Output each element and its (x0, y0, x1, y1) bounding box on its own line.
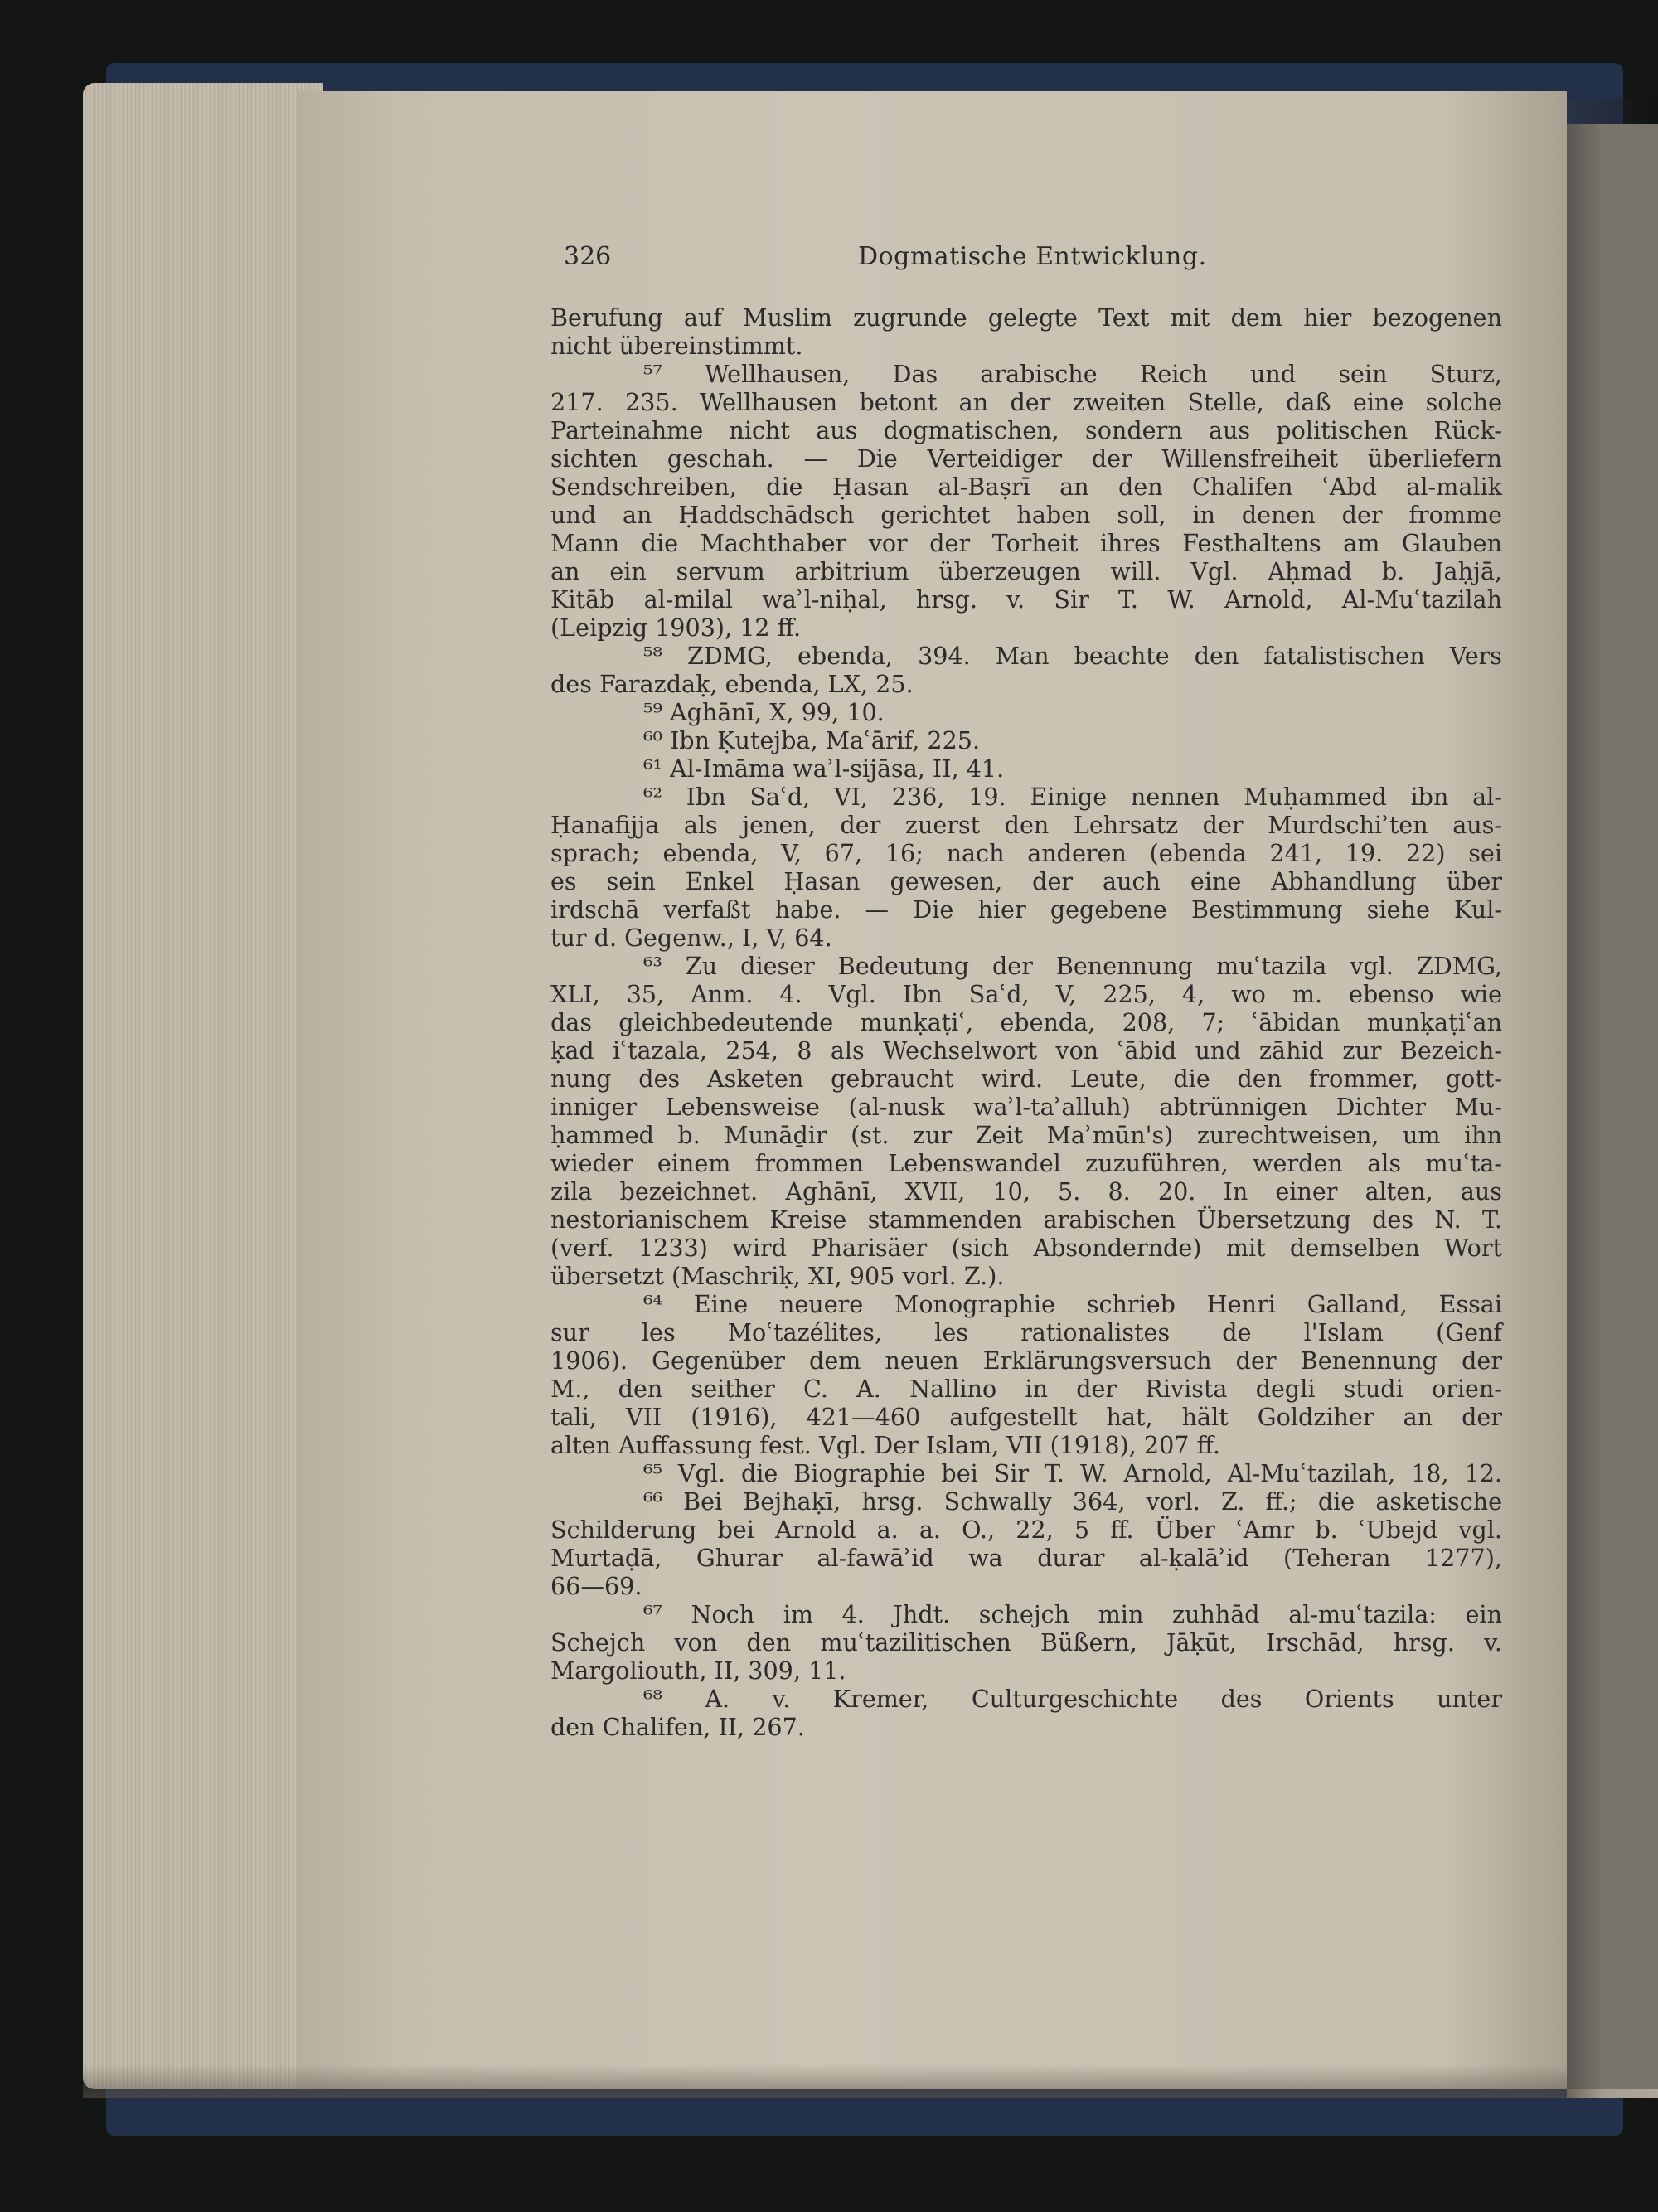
text-line: tali, VII (1916), 421—460 aufgestellt hat, hält Goldziher an der (550, 1403, 1502, 1431)
text-line: ḳad iʿtazala, 254, 8 als Wechselwort von ʿābid und zāhid zur Bezeich- (550, 1036, 1502, 1065)
page-header (564, 242, 1500, 275)
page-number: 326 (564, 242, 612, 271)
text-line: (Leipzig 1903), 12 ff. (550, 614, 802, 642)
text-line: zila bezeichnet. Aghānī, XVII, 10, 5. 8. 20. In einer alten, aus (550, 1177, 1502, 1205)
text-line: nicht übereinstimmt. (550, 332, 803, 360)
text-line: ⁶⁷ Noch im 4. Jhdt. schejch min zuhhād al-muʿtazila: ein (643, 1600, 1502, 1628)
text-line: ⁶¹ Al-Imāma waʾl-sijāsa, II, 41. (643, 754, 1005, 783)
spine-shadow (1559, 99, 1658, 2089)
text-line: den Chalifen, II, 267. (550, 1713, 805, 1741)
text-line: ⁶² Ibn Saʿd, VI, 236, 19. Einige nennen Muḥammed ibn al- (643, 783, 1502, 811)
text-line: irdschā verfaßt habe. — Die hier gegebene Bestimmung siehe Kul- (550, 895, 1502, 924)
text-line: ⁶⁸ A. v. Kremer, Culturgeschichte des Orients unter (643, 1685, 1502, 1713)
text-line: ⁵⁹ Aghānī, X, 99, 10. (643, 698, 885, 726)
text-line: ⁵⁸ ZDMG, ebenda, 394. Man beachte den fatalistischen Vers (643, 642, 1502, 670)
text-line: XLI, 35, Anm. 4. Vgl. Ibn Saʿd, V, 225, 4, wo m. ebenso wie (550, 980, 1502, 1008)
page-stack-edges (83, 83, 323, 2089)
text-line: 1906). Gegenüber dem neuen Erklärungsversuch der Benennung der (550, 1346, 1502, 1375)
text-line: Schejch von den muʿtazilitischen Büßern, Jāḳūt, Irschād, hrsg. v. (550, 1628, 1502, 1657)
text-line: sur les Moʿtazélites, les rationalistes de l'Islam (Genf (550, 1318, 1502, 1346)
text-line: nestorianischem Kreise stammenden arabischen Übersetzung des N. T. (550, 1205, 1502, 1234)
text-line: sichten geschah. — Die Verteidiger der Willensfreiheit überliefern (550, 444, 1502, 473)
text-line: ḥammed b. Munāḏir (st. zur Zeit Maʾmūn's) zurechtweisen, um ihn (550, 1121, 1502, 1149)
text-line: nung des Asketen gebraucht wird. Leute, die den frommer, gott- (550, 1065, 1502, 1093)
text-line: wieder einem frommen Lebenswandel zuzuführen, werden als muʿta- (550, 1149, 1502, 1177)
text-line: ⁶⁶ Bei Bejhaḳī, hrsg. Schwally 364, vorl. Z. ff.; die asketische (643, 1487, 1502, 1516)
running-title: Dogmatische Entwicklung. (858, 242, 1207, 271)
text-line: 217. 235. Wellhausen betont an der zweiten Stelle, daß eine solche (550, 388, 1502, 416)
text-line: M., den seither C. A. Nallino in der Rivista degli studi orien- (550, 1375, 1502, 1403)
text-line: ⁵⁷ Wellhausen, Das arabische Reich und sein Sturz, (643, 360, 1502, 388)
text-line: es sein Enkel Ḥasan gewesen, der auch eine Abhandlung über (550, 867, 1502, 895)
text-line: das gleichbedeutende munḳaṭiʿ, ebenda, 208, 7; ʿābidan munḳaṭiʿan (550, 1008, 1502, 1036)
text-line: Margoliouth, II, 309, 11. (550, 1657, 846, 1685)
page-bottom-shadow (83, 2064, 1567, 2098)
text-line: 66—69. (550, 1572, 642, 1600)
text-line: Parteinahme nicht aus dogmatischen, sondern aus politischen Rück- (550, 416, 1502, 444)
text-line: Mann die Machthaber vor der Torheit ihres Festhaltens am Glauben (550, 529, 1502, 557)
text-line: des Farazdaḳ, ebenda, LX, 25. (550, 670, 914, 698)
text-line: Kitāb al-milal waʾl-niḥal, hrsg. v. Sir T. W. Arnold, Al-Muʿtazilah (550, 585, 1502, 614)
text-line: übersetzt (Maschriḳ, XI, 905 vorl. Z.). (550, 1262, 1005, 1290)
text-line: ⁶⁴ Eine neuere Monographie schrieb Henri Galland, Essai (643, 1290, 1502, 1318)
footnote-text-block (550, 303, 1502, 1741)
text-line: alten Auffassung fest. Vgl. Der Islam, VII (1918), 207 ff. (550, 1431, 1220, 1459)
text-line: inniger Lebensweise (al-nusk waʾl-taʾalluh) abtrünnigen Dichter Mu- (550, 1093, 1502, 1121)
text-line: sprach; ebenda, V, 67, 16; nach anderen (ebenda 241, 19. 22) sei (550, 839, 1502, 867)
text-line: ⁶⁰ Ibn Ḳutejba, Maʿārif, 225. (643, 726, 981, 754)
text-line: Schilderung bei Arnold a. a. O., 22, 5 ff. Über ʿAmr b. ʿUbejd vgl. (550, 1516, 1502, 1544)
text-line: tur d. Gegenw., I, V, 64. (550, 924, 832, 952)
text-line: (verf. 1233) wird Pharisäer (sich Absondernde) mit demselben Wort (550, 1234, 1502, 1262)
text-line: ⁶³ Zu dieser Bedeutung der Benennung muʿtazila vgl. ZDMG, (643, 952, 1502, 980)
text-line: Ḥanafijja als jenen, der zuerst den Lehrsatz der Murdschiʾten aus- (550, 811, 1502, 839)
text-line: Murtaḍā, Ghurar al-fawāʾid wa durar al-ḳalāʾid (Teheran 1277), (550, 1544, 1502, 1572)
text-line: an ein servum arbitrium überzeugen will. Vgl. Aḥmad b. Jaḥjā, (550, 557, 1502, 585)
text-line: Sendschreiben, die Ḥasan al-Baṣrī an den Chalifen ʿAbd al-malik (550, 473, 1502, 501)
text-line: und an Ḥaddschādsch gerichtet haben soll, in denen der fromme (550, 501, 1502, 529)
text-line: ⁶⁵ Vgl. die Biographie bei Sir T. W. Arnold, Al-Muʿtazilah, 18, 12. (643, 1459, 1502, 1487)
text-line: Berufung auf Muslim zugrunde gelegte Text mit dem hier bezogenen (550, 303, 1502, 332)
